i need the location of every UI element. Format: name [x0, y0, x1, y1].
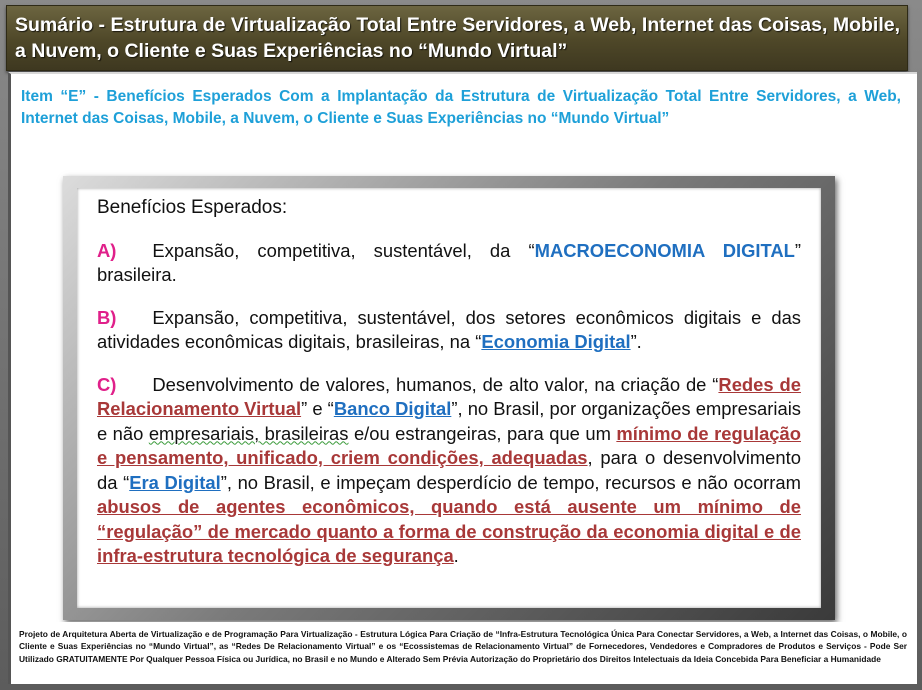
macroeconomia-digital-highlight: MACROECONOMIA DIGITAL — [534, 239, 795, 261]
benefit-a-text-1: Expansão, competitiva, sustentável, da “ — [152, 239, 535, 261]
document-image-frame — [63, 176, 835, 620]
benefit-b — [97, 306, 801, 355]
benefit-c-text-3: ”, no Brasil, por organizações empresariais e não — [97, 398, 801, 444]
benefits-heading — [97, 196, 801, 221]
economia-digital-highlight: Economia Digital — [481, 331, 631, 352]
benefit-b-text-1: Expansão, competitiva, sustentável, dos setores econômicos digitais e das atividades econômicas digitais, brasileiras, na “ — [97, 306, 801, 352]
benefit-c-text-5: , para o desenvolvimento da “ — [97, 447, 801, 493]
footer-panel — [8, 622, 917, 684]
spellcheck-underline-text: empresariais, brasileiras — [148, 422, 349, 444]
era-digital-highlight: Era Digital — [129, 471, 221, 493]
benefit-c-text-6: ”, no Brasil, e impeçam desperdício de tempo, recursos e não ocorram — [220, 471, 801, 493]
footer-text: Projeto de Arquitetura Aberta de Virtualização e de Programação Para Virtualização - Estrutura Lógica Para Criação de “Infra-Estrutura Tecnológica Única Para Conectar Servidores, a Web, a Internet das Coisas, o Mobile, o Cliente e Suas Experiências no “Mundo Virtual”, as “Redes De Relacionamento Virtual” e os “Ecossistemas de Relacionamento Virtual” de Fornecedores, Vendedores e Compradores de Produtos e Serviços - Pode Ser Utilizado GRATUITAMENTE Por Qualquer Pessoa Física ou Jurídica, no Brasil e no Mundo e Alterado Sem Prévia Autorização do Proprietário dos Direitos Intelectuais da Ideia Concebida Para Beneficiar a Humanidade — [19, 629, 907, 664]
document-text — [97, 196, 801, 569]
title-bar — [6, 5, 908, 71]
slide-title: Sumário - Estrutura de Virtualização Total Entre Servidores, a Web, Internet das Coisas, Mobile, a Nuvem, o Cliente e Suas Experiências no “Mundo Virtual” — [15, 14, 900, 62]
benefits-heading-colon: : — [281, 197, 288, 218]
redes-relacionamento-highlight: Redes de Relacionamento Virtual — [97, 373, 801, 419]
benefit-b-letter: B) — [97, 306, 117, 328]
benefit-b-text-2: ”. — [630, 331, 642, 352]
content-panel — [8, 72, 917, 622]
regulacao-highlight: mínimo de regulação e pensamento, unificado, criem condições, adequadas — [97, 422, 801, 468]
benefit-c — [97, 373, 801, 569]
benefits-heading-text: Benefícios Esperados — [97, 197, 282, 218]
abusos-highlight: abusos de agentes econômicos, quando está ausente um mínimo de “regulação” de mercado quanto a forma de construção da economia digital e de infra-estrutura tecnológica de segurança — [97, 496, 801, 566]
benefit-c-text-1: Desenvolvimento de valores, humanos, de alto valor, na criação de “ — [152, 373, 719, 395]
banco-digital-highlight: Banco Digital — [333, 398, 452, 419]
benefit-a — [97, 239, 801, 288]
benefit-c-text-2: ” e “ — [301, 398, 334, 419]
benefit-c-letter: C) — [97, 373, 117, 395]
benefit-a-text-2: ” brasileira. — [97, 239, 802, 285]
document-image — [77, 188, 821, 608]
benefit-c-text-7: . — [453, 545, 459, 566]
benefit-c-text-4: e/ou estrangeiras, para que um — [348, 422, 617, 444]
benefit-a-letter: A) — [97, 239, 117, 261]
item-heading: Item “E” - Benefícios Esperados Com a Implantação da Estrutura de Virtualização Total Entre Servidores, a Web, Internet das Coisas, Mobile, a Nuvem, o Cliente e Suas Experiências no “Mundo Virtual” — [21, 88, 901, 127]
